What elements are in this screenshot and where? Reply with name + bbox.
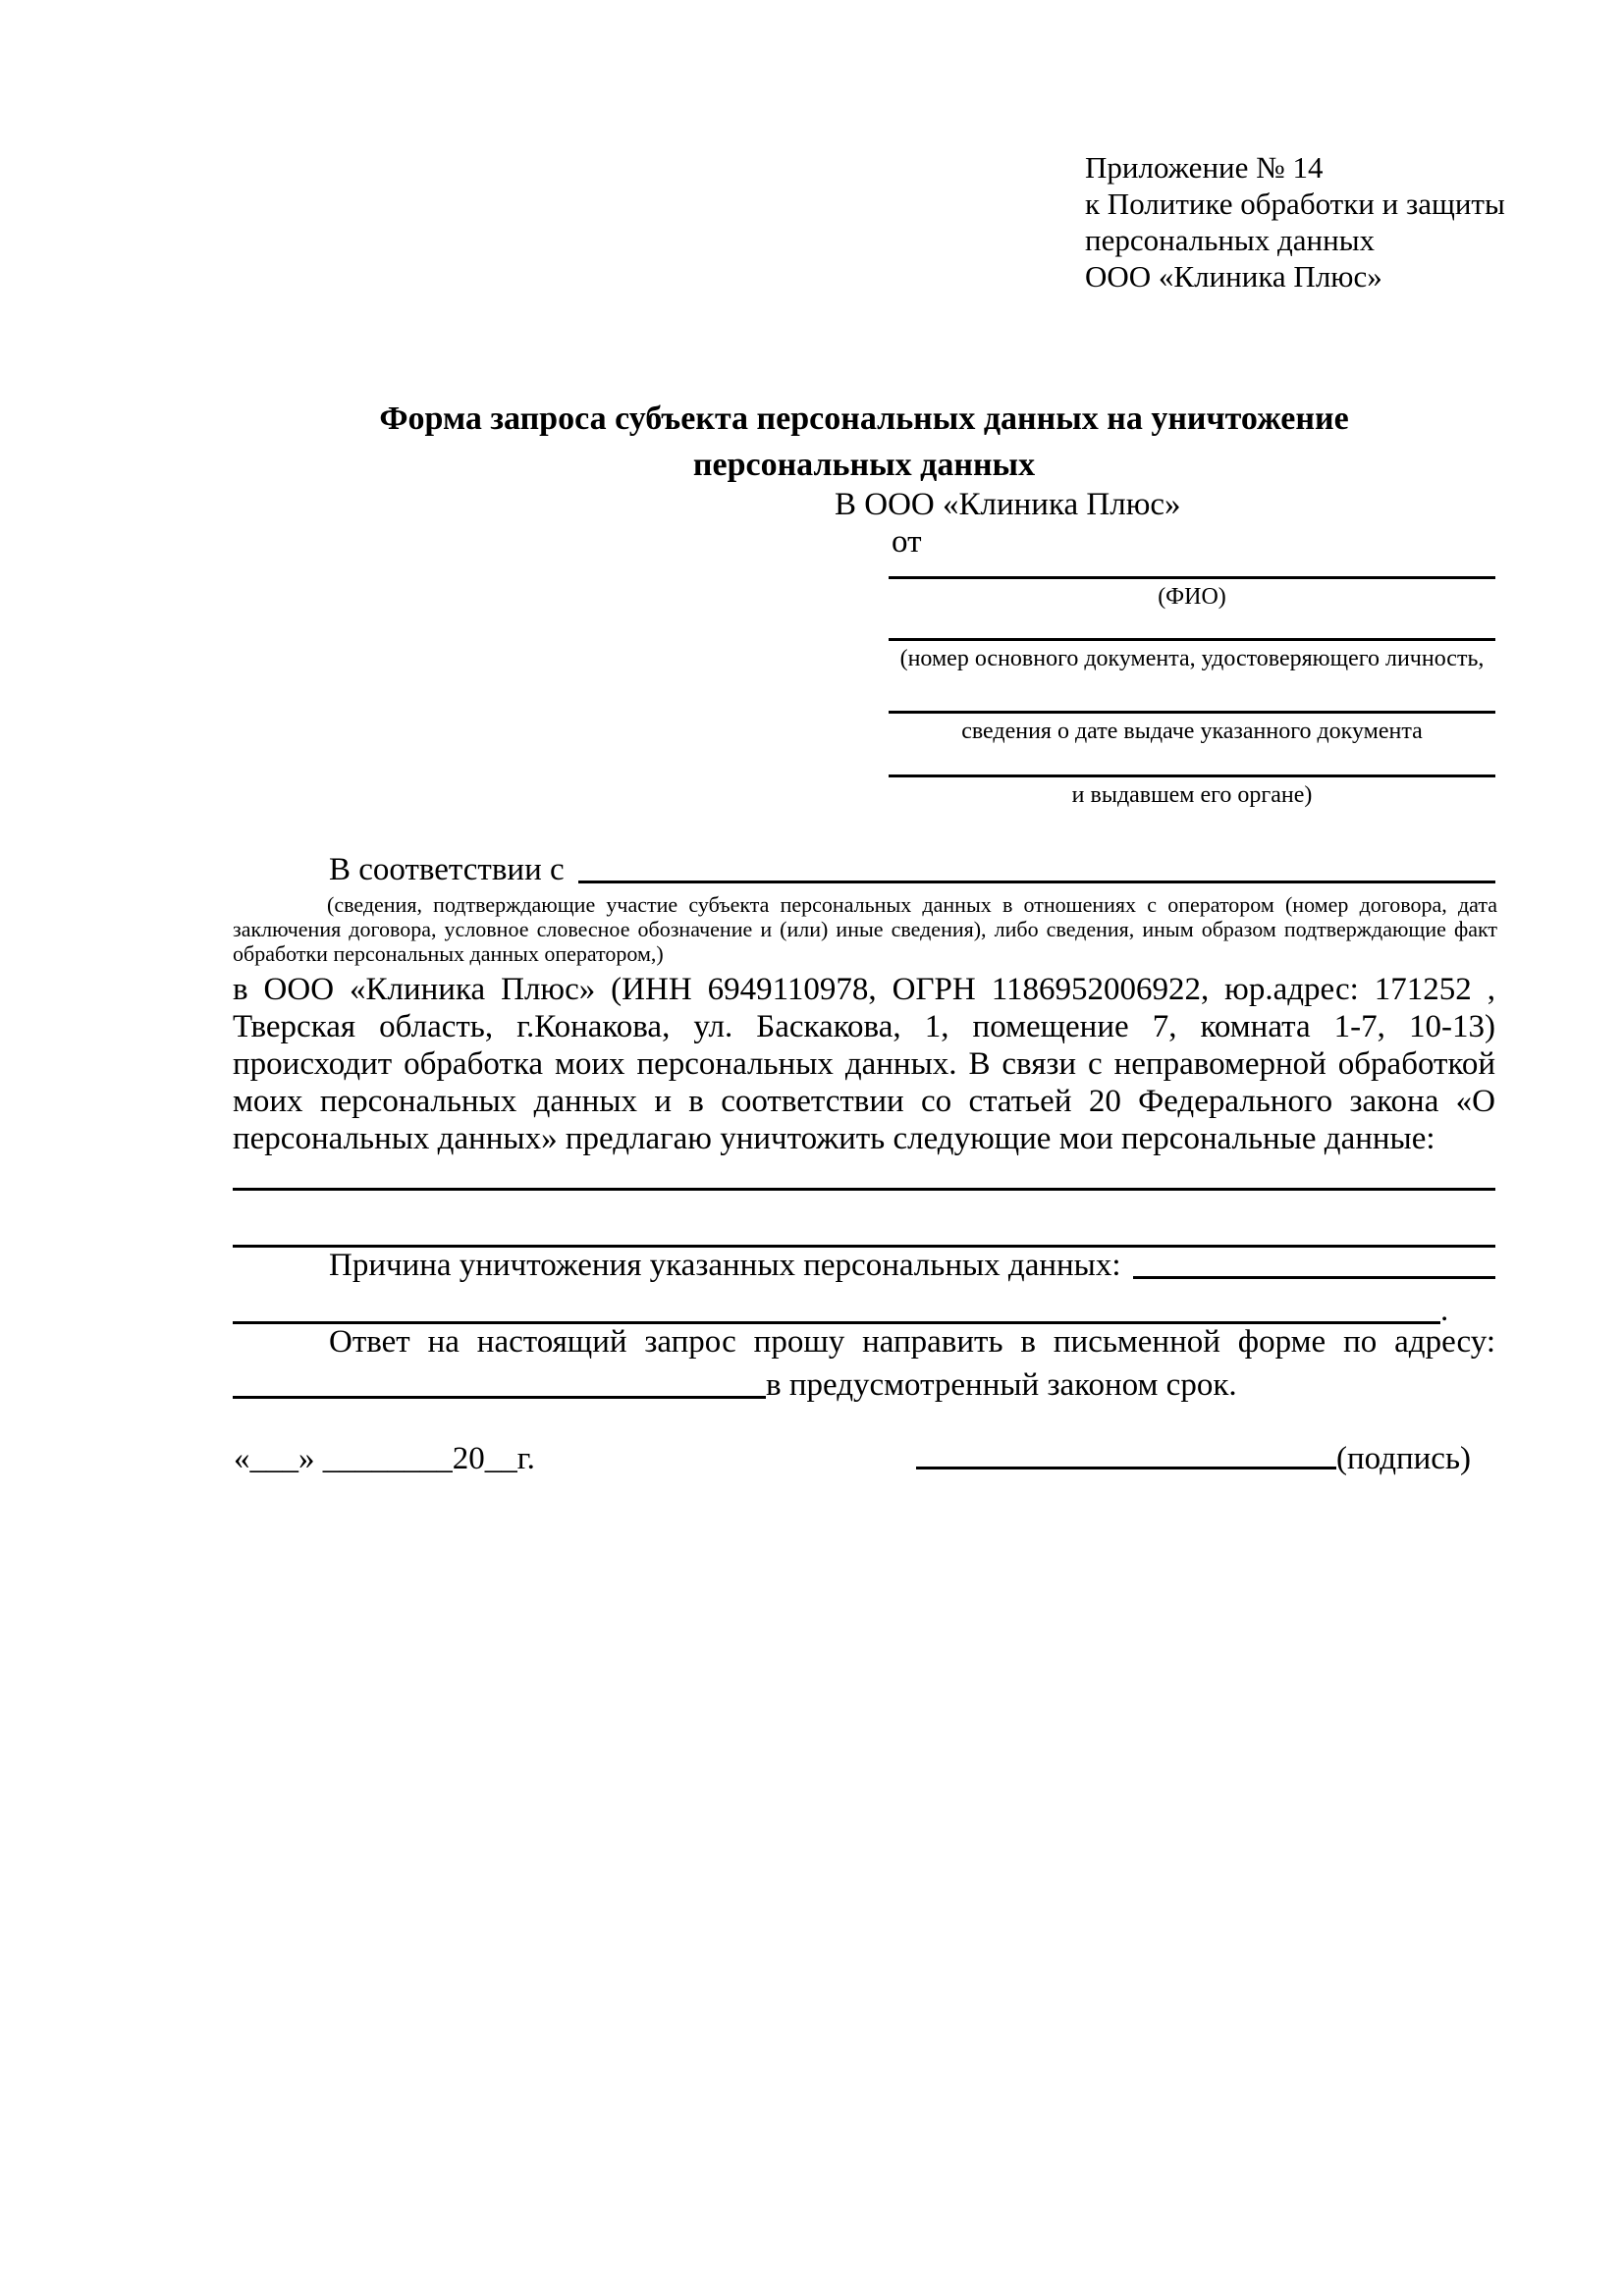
issuer-blank-line [889,774,1495,777]
reason-blank-line [1133,1276,1495,1279]
footnote-line: обработки персональных данных оператором,) [233,941,664,966]
appendix-line: ООО «Клиника Плюс» [1085,259,1382,294]
appendix-line: Приложение № 14 [1085,150,1324,185]
accordance-blank-line [578,881,1495,883]
issue-date-blank-line [889,711,1495,714]
reason-label: Причина уничтожения указанных персональных данных: [329,1248,1121,1283]
accordance-lead: В соответствии с [329,852,565,887]
address-row [233,1366,1495,1404]
body-line: Тверская область, г.Конакова, ул. Баскакова, 1, помещение 7, комната 1-7, 10-13) [233,1009,1495,1044]
footnote-line: заключения договора, условное словесное обозначение и (или) иные сведения), либо сведения, иным образом подтверждающие факт [233,917,1497,941]
reason-trailing-period: . [1440,1293,1449,1328]
appendix-header-block [1085,149,1507,294]
reason-row [233,1247,1495,1284]
page-title [233,396,1495,488]
title-line: персональных данных [692,447,1036,483]
document-number-caption: (номер основного документа, удостоверяющего личность, [899,646,1485,671]
data-blank-line-1 [233,1188,1495,1191]
addressee-to: В ООО «Клиника Плюс» [835,487,1181,522]
footnote-line: (сведения, подтверждающие участие субъекта персональных данных в отношениях с оператором (номер договора, дата [327,892,1497,917]
fio-blank-line [889,576,1495,579]
issue-date-caption: сведения о дате выдаче указанного документа [961,719,1423,744]
signature-caption: (подпись) [1336,1441,1471,1476]
fio-caption: (ФИО) [1158,584,1226,610]
from-label: от [892,524,922,560]
signature-blank-line [916,1467,1336,1469]
response-line: Ответ на настоящий запрос прошу направить в письменной форме по адресу: [329,1324,1495,1360]
address-blank-line [233,1396,766,1399]
body-line: происходит обработка моих персональных данных. В связи с неправомерной обработкой [233,1046,1495,1082]
title-line: Форма запроса субъекта персональных данных на уничтожение [379,400,1349,437]
body-line: моих персональных данных и в соответствии со статьей 20 Федерального закона «О [233,1084,1495,1119]
footnote [233,892,1497,966]
body-paragraph [233,971,1495,1157]
appendix-line: к Политике обработки и защиты [1085,187,1505,221]
body-line: в ООО «Клиника Плюс» (ИНН 6949110978, ОГРН 1186952006922, юр.адрес: 171252 , [233,972,1495,1007]
date-field: «___» ________20__г. [234,1441,535,1476]
appendix-line: персональных данных [1085,223,1376,257]
body-line: персональных данных» предлагаю уничтожить следующие мои персональные данные: [233,1121,1435,1156]
issuer-caption: и выдавшем его органе) [1071,782,1313,808]
accordance-row [233,851,1495,888]
document-number-blank-line [889,638,1495,641]
response-term-text: в предусмотренный законом срок. [766,1367,1237,1403]
